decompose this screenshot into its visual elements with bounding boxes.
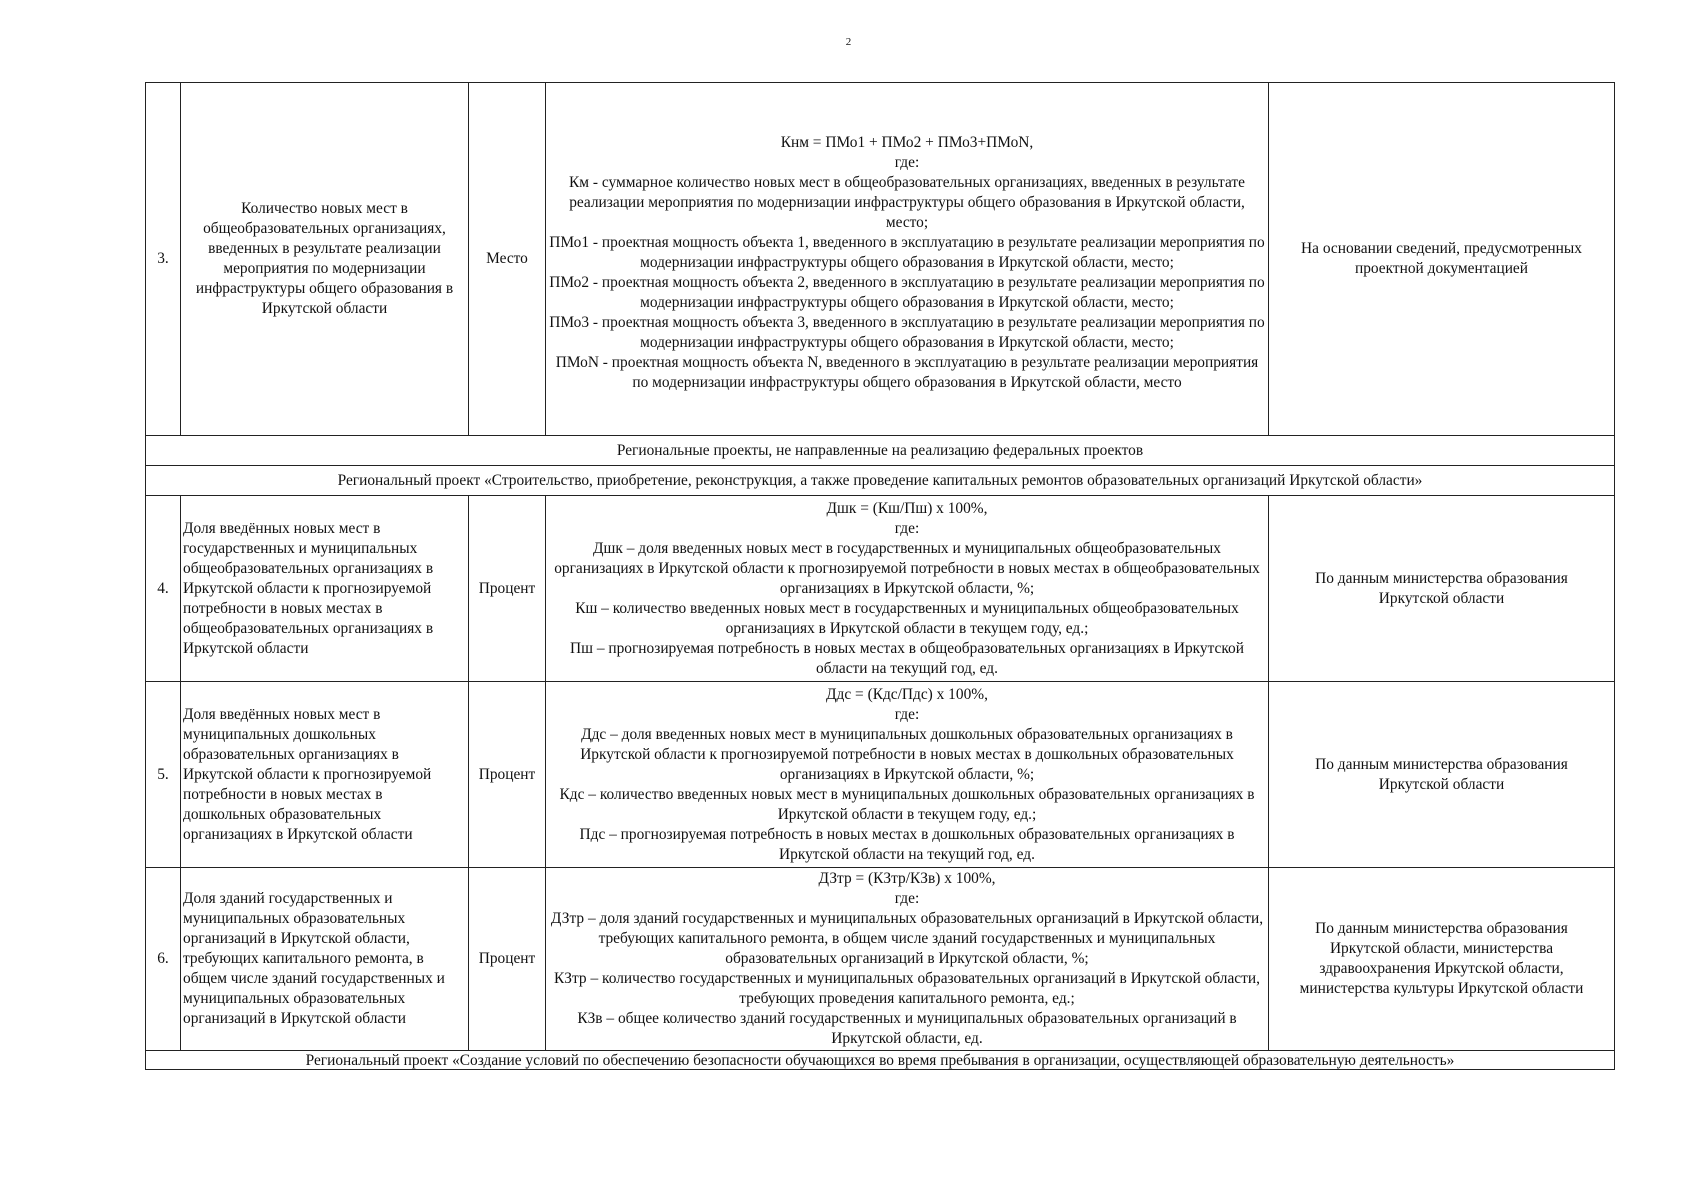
- section-title: Региональные проекты, не направленные на реализацию федеральных проектов: [146, 436, 1615, 466]
- indicator-name: Количество новых мест в общеобразовательных организациях, введенных в результате реализации мероприятия по модернизации инфраструктуры общего образования в Иркутской области: [181, 83, 469, 436]
- data-source: По данным министерства образования Иркутской области: [1269, 682, 1615, 868]
- unit-of-measure: Процент: [469, 496, 546, 682]
- formula-term: ПМоN - проектная мощность объекта N, введенного в эксплуатацию в результате реализации мероприятия по модернизации инфраструктуры общего образования в Иркутской области, место: [555, 354, 1259, 391]
- formula: ДЗтр = (КЗтр/КЗв) х 100%,: [818, 870, 996, 887]
- unit-of-measure: Место: [469, 83, 546, 436]
- formula-term: Кдс – количество введенных новых мест в муниципальных дошкольных образовательных организациях в Иркутской области в текущем году, ед.;: [559, 785, 1255, 823]
- section-row: [146, 1051, 1615, 1070]
- table-row: [146, 868, 1615, 1051]
- formula-term: Пш – прогнозируемая потребность в новых местах в общеобразовательных организациях в Иркутской области на текущий год, ед.: [570, 639, 1244, 677]
- formula-term: КЗтр – количество государственных и муниципальных образовательных организаций в Иркутской области, требующих проведения капитального ремонта, ед.;: [554, 970, 1260, 1007]
- page-number: 2: [845, 36, 852, 48]
- calculation-method: [546, 682, 1269, 868]
- calculation-method: [546, 496, 1269, 682]
- calculation-method: [546, 868, 1269, 1051]
- section-row: [146, 466, 1615, 496]
- unit-of-measure: Процент: [469, 682, 546, 868]
- formula-term: Км - суммарное количество новых мест в общеобразовательных организациях, введенных в результате реализации мероприятия по модернизации инфраструктуры общего образования в Иркутской области, место;: [569, 174, 1245, 231]
- indicator-name: Доля введённых новых мест в государственных и муниципальных общеобразовательных организациях в Иркутской области к прогнозируемой потребности в новых местах в общеобразовательных организациях в Иркутской области: [181, 496, 469, 682]
- table-row: [146, 83, 1615, 436]
- indicator-name: Доля зданий государственных и муниципальных образовательных организаций в Иркутской области, требующих капитального ремонта, в общем числе зданий государственных и муниципальных образовательных организаций в Иркутской области: [181, 868, 469, 1051]
- formula: Дшк = (Кш/Пш) х 100%,: [826, 499, 988, 517]
- data-source: По данным министерства образования Иркутской области, министерства здравоохранения Иркутской области, министерства культуры Иркутской области: [1269, 868, 1615, 1051]
- formula-where: где:: [894, 154, 920, 171]
- section-title: Региональный проект «Создание условий по обеспечению безопасности обучающихся во время пребывания в организации, осуществляющей образовательную деятельность»: [146, 1051, 1615, 1070]
- data-source: По данным министерства образования Иркутской области: [1269, 496, 1615, 682]
- formula-term: Ддс – доля введенных новых мест в муниципальных дошкольных образовательных организациях в Иркутской области к прогнозируемой потребности в новых местах в дошкольных образовательных организациях в Иркутской области, %;: [580, 725, 1234, 783]
- formula-term: ПМо2 - проектная мощность объекта 2, введенного в эксплуатацию в результате реализации мероприятия по модернизации инфраструктуры общего образования в Иркутской области, место;: [549, 274, 1265, 311]
- formula-where: где:: [894, 705, 920, 723]
- formula-term: ПМо3 - проектная мощность объекта 3, введенного в эксплуатацию в результате реализации мероприятия по модернизации инфраструктуры общего образования в Иркутской области, место;: [549, 314, 1265, 351]
- indicators-table: [145, 82, 1615, 1070]
- row-number: 6.: [146, 868, 181, 1051]
- row-number: 4.: [146, 496, 181, 682]
- section-row: [146, 436, 1615, 466]
- formula: Ддс = (Кдс/Пдс) х 100%,: [826, 685, 988, 703]
- formula-where: где:: [894, 519, 920, 537]
- table-row: [146, 496, 1615, 682]
- section-title: Региональный проект «Строительство, приобретение, реконструкция, а также проведение капитальных ремонтов образовательных организаций Иркутской области»: [146, 466, 1615, 496]
- calculation-method: [546, 83, 1269, 436]
- formula-term: КЗв – общее количество зданий государственных и муниципальных образовательных организаций в Иркутской области, ед.: [577, 1010, 1237, 1047]
- formula-term: ДЗтр – доля зданий государственных и муниципальных образовательных организаций в Иркутской области, требующих капитального ремонта, в общем числе зданий государственных и муниципальных образовательных организаций в Иркутской области, %;: [550, 910, 1264, 967]
- data-source: На основании сведений, предусмотренных проектной документацией: [1269, 83, 1615, 436]
- formula-where: где:: [894, 890, 920, 907]
- formula-term: Дшк – доля введенных новых мест в государственных и муниципальных общеобразовательных организациях в Иркутской области к прогнозируемой потребности в новых местах в общеобразовательных организациях в Иркутской области, %;: [554, 539, 1260, 597]
- unit-of-measure: Процент: [469, 868, 546, 1051]
- indicator-name: Доля введённых новых мест в муниципальных дошкольных образовательных организациях в Иркутской области к прогнозируемой потребности в новых местах в дошкольных образовательных организациях в Иркутской области: [181, 682, 469, 868]
- formula-term: ПМо1 - проектная мощность объекта 1, введенного в эксплуатацию в результате реализации мероприятия по модернизации инфраструктуры общего образования в Иркутской области, место;: [549, 234, 1265, 271]
- row-number: 5.: [146, 682, 181, 868]
- formula-term: Пдс – прогнозируемая потребность в новых местах в дошкольных образовательных организациях в Иркутской области на текущий год, ед.: [579, 825, 1235, 863]
- table-row: [146, 682, 1615, 868]
- formula-term: Кш – количество введенных новых мест в государственных и муниципальных общеобразовательных организациях в Иркутской области в текущем году, ед.;: [575, 599, 1239, 637]
- formula: Кнм = ПМо1 + ПМо2 + ПМо3+ПМоN,: [780, 134, 1034, 151]
- row-number: 3.: [146, 83, 181, 436]
